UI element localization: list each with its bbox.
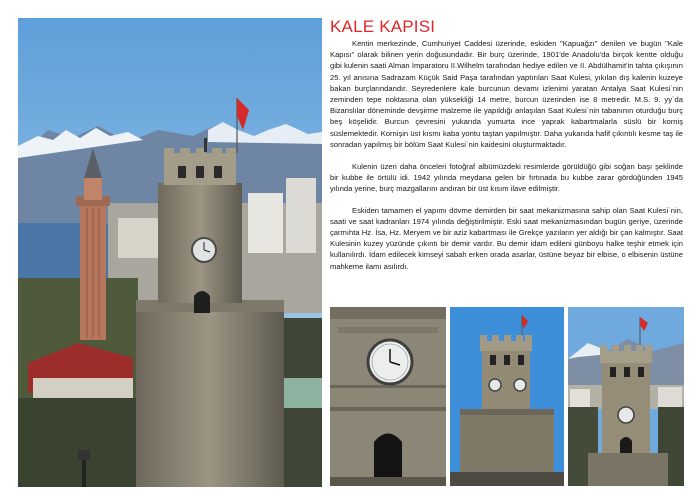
- article-paragraph-1: Kentin merkezinde, Cumhuriyet Caddesi üzerinde, eskiden "Kapuağzı" denilen ve bugün "Kale Kapısı" olarak bilinen yerin doğusundadır. Bir burç üzerinde, 1901'de Anadolu'da birçok kentte olduğu gibi kulenin saati Alman İmparatoru II.Wilhelm tarafından hediye edilen ve II. Abdülhamit'in tahta çıkışının 25. yıl anısına Sadrazam Küçük Said Paşa tarafından yaptırılan Saat Kulesi, yıkılan dış kalenin kuzeye bakan burçlarındandır. Seyredenlere kale burcunun devamı izlenimi yaratan Antalya Saat Kulesi`nin zeminden tepe noktasına olan yüksekliği 14 metre, burcun üzerinden ise 8 metredir. M.S. 9. yy`da Bizanslılar döneminde devşirme malzeme ile yapıldığı anlaşılan Saat Kulesi`nin tabanının oturduğu burç beş köşelidir. Burcun çevresini yukarıda yumurta ince yaprak kabartmalarla süslü bir korniş süslemektedir. Kornişin üst kısmı kaba yontu taştan yapılmıştır. Daha yukarıda hafif çıkıntılı kesme taş ile sonradan yapılmış bir bölüm Saat Kulesi`nin kaidesini oluşturmaktadır.: [330, 39, 683, 149]
- tower-blue-sky-photo: [450, 307, 564, 486]
- article-body: [330, 38, 683, 282]
- tower-mountain-view-photo: [568, 307, 684, 486]
- article-paragraph-3: Eskiden tamamen el yapımı dövme demirden bir saat mekanizmasına sahip olan Saat Kulesi`nin, saati ve saat kadranları 1974 yılında değiştirilmiştir. Eski saat mekanizmasından bugün geriye, üzerinde çarmıhta Hz. İsa, Hz. Meryem ve bir aziz kabartması ile Grekçe yazıların yer aldığı bir çan kalmıştır. Saat Kulesinin kuzey yüzünde çıkıntı bir demir vardır. Bu demir idam edileni günboyu halke teşhir etmek için kullanılırdı. İdam edilecek kimseyi sabah erken orada asarlar, üstüne beyaz bir elbise, o elbisenin üstüne mahkeme ilamı asılırdı.: [330, 205, 683, 271]
- main-clock-tower-photo: [18, 18, 322, 487]
- clock-face-closeup-photo: [330, 307, 446, 486]
- page-title: KALE KAPISI: [330, 17, 436, 36]
- article-paragraph-2: Kulenin üzeri daha önceleri fotoğraf albümüzdeki resimlerde görüldüğü gibi soğan başı şeklinde bir kubbe ile örtülü idi. 1942 yılında meydana gelen bir fırtınada bu kubbe zarar gördüğünden 1945 yılında yerine, burç mazgallarını andıran bir üst kısım ilave edilmiştir.: [330, 161, 683, 193]
